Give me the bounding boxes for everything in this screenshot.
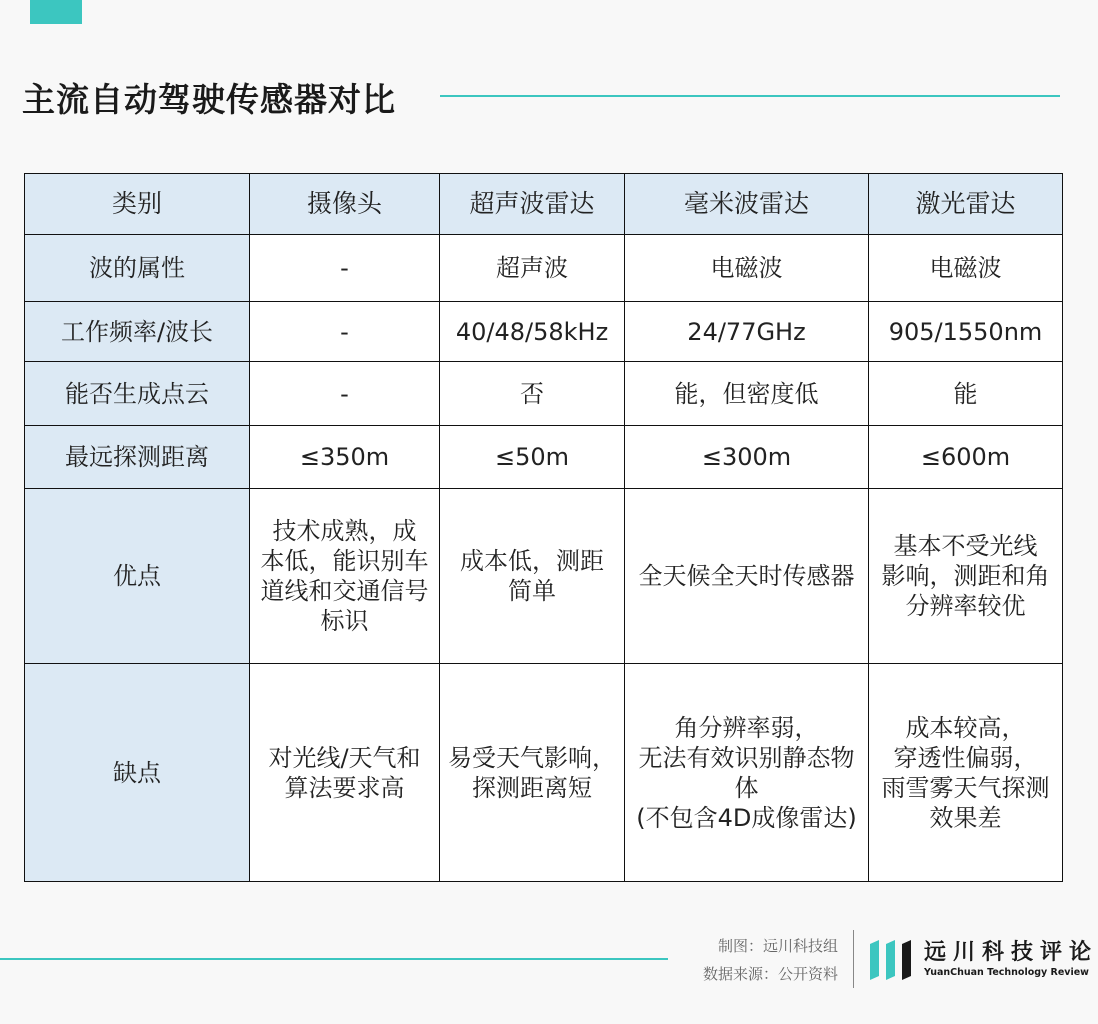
row-label: 波的属性 xyxy=(25,235,250,302)
row-label: 能否生成点云 xyxy=(25,362,250,426)
table-cell: 超声波 xyxy=(440,235,625,302)
table-cell: ≤300m xyxy=(625,426,869,489)
brand-name-en: YuanChuan Technology Review xyxy=(924,967,1089,978)
title-divider-line xyxy=(440,95,1060,97)
credit-block xyxy=(703,932,838,988)
cell-text: 基本不受光线 影响，测距和角 分辨率较优 xyxy=(881,532,1050,620)
brand-logo-icon xyxy=(870,940,916,980)
table-cell: - xyxy=(250,362,440,426)
table-row xyxy=(25,235,1063,302)
table-cell: ≤50m xyxy=(440,426,625,489)
header-lidar: 激光雷达 xyxy=(869,174,1063,235)
table-cell: ≤600m xyxy=(869,426,1063,489)
header-ultrasonic-radar: 超声波雷达 xyxy=(440,174,625,235)
table-row xyxy=(25,362,1063,426)
table-cell xyxy=(250,489,440,664)
table-cell xyxy=(440,664,625,882)
brand-logo-text xyxy=(924,940,1098,980)
footer-vertical-divider xyxy=(853,930,854,988)
page-title: 主流自动驾驶传感器对比 xyxy=(22,80,396,119)
table-cell xyxy=(869,489,1063,664)
cell-text: 成本低，测距 简单 xyxy=(460,547,604,605)
row-label: 最远探测距离 xyxy=(25,426,250,489)
cell-text: 成本较高， 穿透性偏弱， 雨雪雾天气探测 效果差 xyxy=(881,713,1050,832)
footer-divider-line xyxy=(0,958,668,960)
table-cell: 40/48/58kHz xyxy=(440,302,625,362)
header-camera: 摄像头 xyxy=(250,174,440,235)
table-row xyxy=(25,302,1063,362)
cell-text: 对光线/天气和 算法要求高 xyxy=(268,743,421,802)
table-cell xyxy=(440,489,625,664)
cell-text: 易受天气影响， 探测距离短 xyxy=(448,743,616,802)
row-label: 优点 xyxy=(25,489,250,664)
table-cell xyxy=(625,664,869,882)
accent-block xyxy=(30,0,82,24)
table-row xyxy=(25,426,1063,489)
table-row xyxy=(25,489,1063,664)
table-cell xyxy=(869,664,1063,882)
header-mmwave-radar: 毫米波雷达 xyxy=(625,174,869,235)
table-cell: 24/77GHz xyxy=(625,302,869,362)
table-header-row xyxy=(25,174,1063,235)
comparison-table xyxy=(24,173,1063,882)
row-label: 工作频率/波长 xyxy=(25,302,250,362)
credit-source: 数据来源：公开资料 xyxy=(702,965,838,983)
table-cell: 电磁波 xyxy=(869,235,1063,302)
header-category: 类别 xyxy=(25,174,250,235)
table-row xyxy=(25,664,1063,882)
row-label: 缺点 xyxy=(25,664,250,882)
table-cell: - xyxy=(250,235,440,302)
table-cell: 905/1550nm xyxy=(869,302,1063,362)
brand-name-cn: 远川科技评论 xyxy=(924,940,1098,965)
table-cell: ≤350m xyxy=(250,426,440,489)
cell-text: 角分辨率弱， 无法有效识别静态物 体 (不包含4D成像雷达) xyxy=(636,713,857,832)
table-cell xyxy=(625,489,869,664)
cell-text: 全天候全天时传感器 xyxy=(638,562,855,590)
table-cell: 能 xyxy=(869,362,1063,426)
credit-author: 制图：远川科技组 xyxy=(717,937,838,955)
table-cell: 能，但密度低 xyxy=(625,362,869,426)
cell-text: 技术成熟，成 本低，能识别车 道线和交通信号 标识 xyxy=(260,517,429,635)
table-cell: - xyxy=(250,302,440,362)
table-cell: 否 xyxy=(440,362,625,426)
table-cell: 电磁波 xyxy=(625,235,869,302)
table-cell xyxy=(250,664,440,882)
